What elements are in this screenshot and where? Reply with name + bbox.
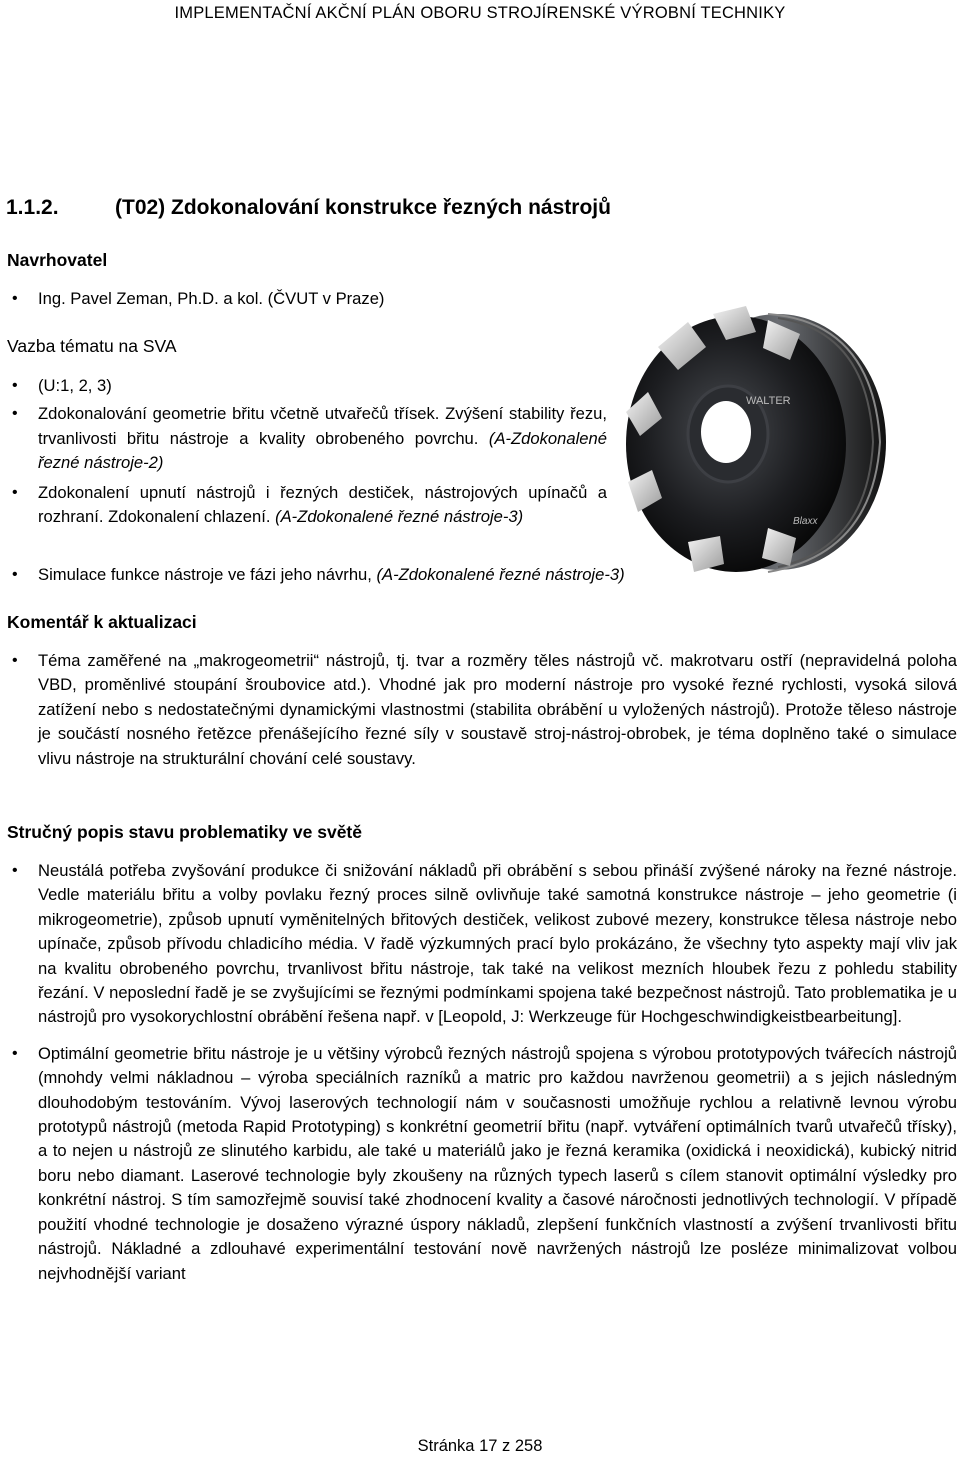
list-item: • Optimální geometrie břitu nástroje je u většiny výrobců řezných nástrojů spojena s výrobou prototypových tvářecích nástrojů (mnohdy velmi nákladnou – výroba speciálních razníků a matric pro každou navrženou geometrii) a s jejich následným dlouhodobým testováním. Vývoj laserových technologií nám v současnosti umožňuje rychlou a relativně levnou výrobu prototypů nástrojů (metoda Rapid Prototyping) s konkrétní geometrií břitu (např. vytváření optimálních tvarů utvařečů třísky), a to nejen u nástrojů ze slinutého karbidu, ale také u materiálů jako je řezná keramika (oxidická i neoxidická), kubický nitrid boru nebo diamant. Laserové technologie byly zkoušeny na různých typech laserů s cílem stanovit optimální výsledky pro konkrétní nástroj. S tím samozřejmě souvisí také zhodnocení kvality a časové náročnosti jednotlivých technologií. V případě použití vhodné technologie je dosaženo výrazné úspory nákladů, zlepšení funkčních vlastností a zvýšení trvanlivosti břitu nástrojů. Nákladné a zdlouhavé experimentální testování nově navržených nástrojů lze posléze minimalizovat volbou nejvhodnější variant	[7, 1042, 957, 1286]
brand-text: WALTER	[746, 395, 791, 407]
section-heading	[6, 196, 611, 220]
comment-label: Komentář k aktualizaci	[7, 612, 197, 632]
list-item: • Zdokonalení upnutí nástrojů i řezných destiček, nástrojových upínačů a rozhraní. Zdokonalení chlazení. (A-Zdokonalené řezné nástroje-3)	[7, 481, 607, 530]
sva-list	[7, 374, 607, 529]
list-item: • Zdokonalování geometrie břitu včetně utvařečů třísek. Zvýšení stability řezu, trvanlivosti břitu nástroje a kvality obrobeného povrchu. (A-Zdokonalené řezné nástroje-2)	[7, 402, 607, 475]
sva-label: Vazba tématu na SVA	[7, 336, 177, 356]
section-number: 1.1.2.	[6, 196, 59, 219]
running-header: IMPLEMENTAČNÍ AKČNÍ PLÁN OBORU STROJÍRENSKÉ VÝROBNÍ TECHNIKY	[174, 4, 786, 22]
milling-cutter-image	[618, 292, 888, 582]
list-item: • Simulace funkce nástroje ve fázi jeho návrhu, (A-Zdokonalené řezné nástroje-3)	[7, 563, 947, 587]
world-label: Stručný popis stavu problematiky ve světě	[7, 822, 362, 842]
comment-list	[7, 649, 957, 771]
list-item: • (U:1, 2, 3)	[7, 374, 607, 398]
model-text: Blaxx	[793, 516, 818, 527]
world-list	[7, 859, 957, 1286]
proposer-label: Navrhovatel	[7, 250, 108, 270]
list-item: • Neustálá potřeba zvyšování produkce či snižování nákladů při obrábění s sebou přináší zvýšené nároky na řezné nástroje. Vedle materiálu břitu a volby povlaku řezný proces silně ovlivňuje také samotná konstrukce nástroje – jeho geometrie (i mikrogeometrie), způsob upnutí vyměnitelných břitových destiček, velikost zubové mezery, konstrukce tělesa nástroje nebo upínače, způsob přívodu chladicího média. V řadě výzkumných prací bylo prokázáno, že všechny tyto aspekty mají vliv jak na kvalitu obrobeného povrchu, trvanlivost břitu nástroje, tak také na velikost mezních hloubek řezu z pohledu stability řezání. V neposlední řadě je se zvyšujícími se řeznými podmínkami spojena také bezpečnost nástrojů. Tato problematika je u nástrojů pro vysokorychlostní obrábění řešena např. v [Leopold, J: Werkzeuge für Hochgeschwindigkeistbearbeitung].	[7, 859, 957, 1030]
list-item: • Ing. Pavel Zeman, Ph.D. a kol. (ČVUT v Praze)	[7, 287, 607, 311]
list-item: • Téma zaměřené na „makrogeometrii“ nástrojů, tj. tvar a rozměry těles nástrojů vč. makrotvaru ostří (nepravidelná poloha VBD, proměnlivé stoupání šroubovice atd.). Vhodné jak pro moderní nástroje pro vysoké řezné rychlosti, vysoká silová zatížení nebo s nedostatečnými dynamickými vlastnostmi (stabilita obrábění u vyložených nástrojů). Protože těleso nástroje je součástí nosného řetězce přenášejícího řezné síly v soustavě stroj-nástroj-obrobek, je téma doplněno také o simulace vlivu nástroje na strukturální chování celé soustavy.	[7, 649, 957, 771]
page-number: Stránka 17 z 258	[417, 1437, 543, 1455]
proposer-list	[7, 287, 607, 311]
section-title: (T02) Zdokonalování konstrukce řezných nástrojů	[115, 196, 611, 219]
